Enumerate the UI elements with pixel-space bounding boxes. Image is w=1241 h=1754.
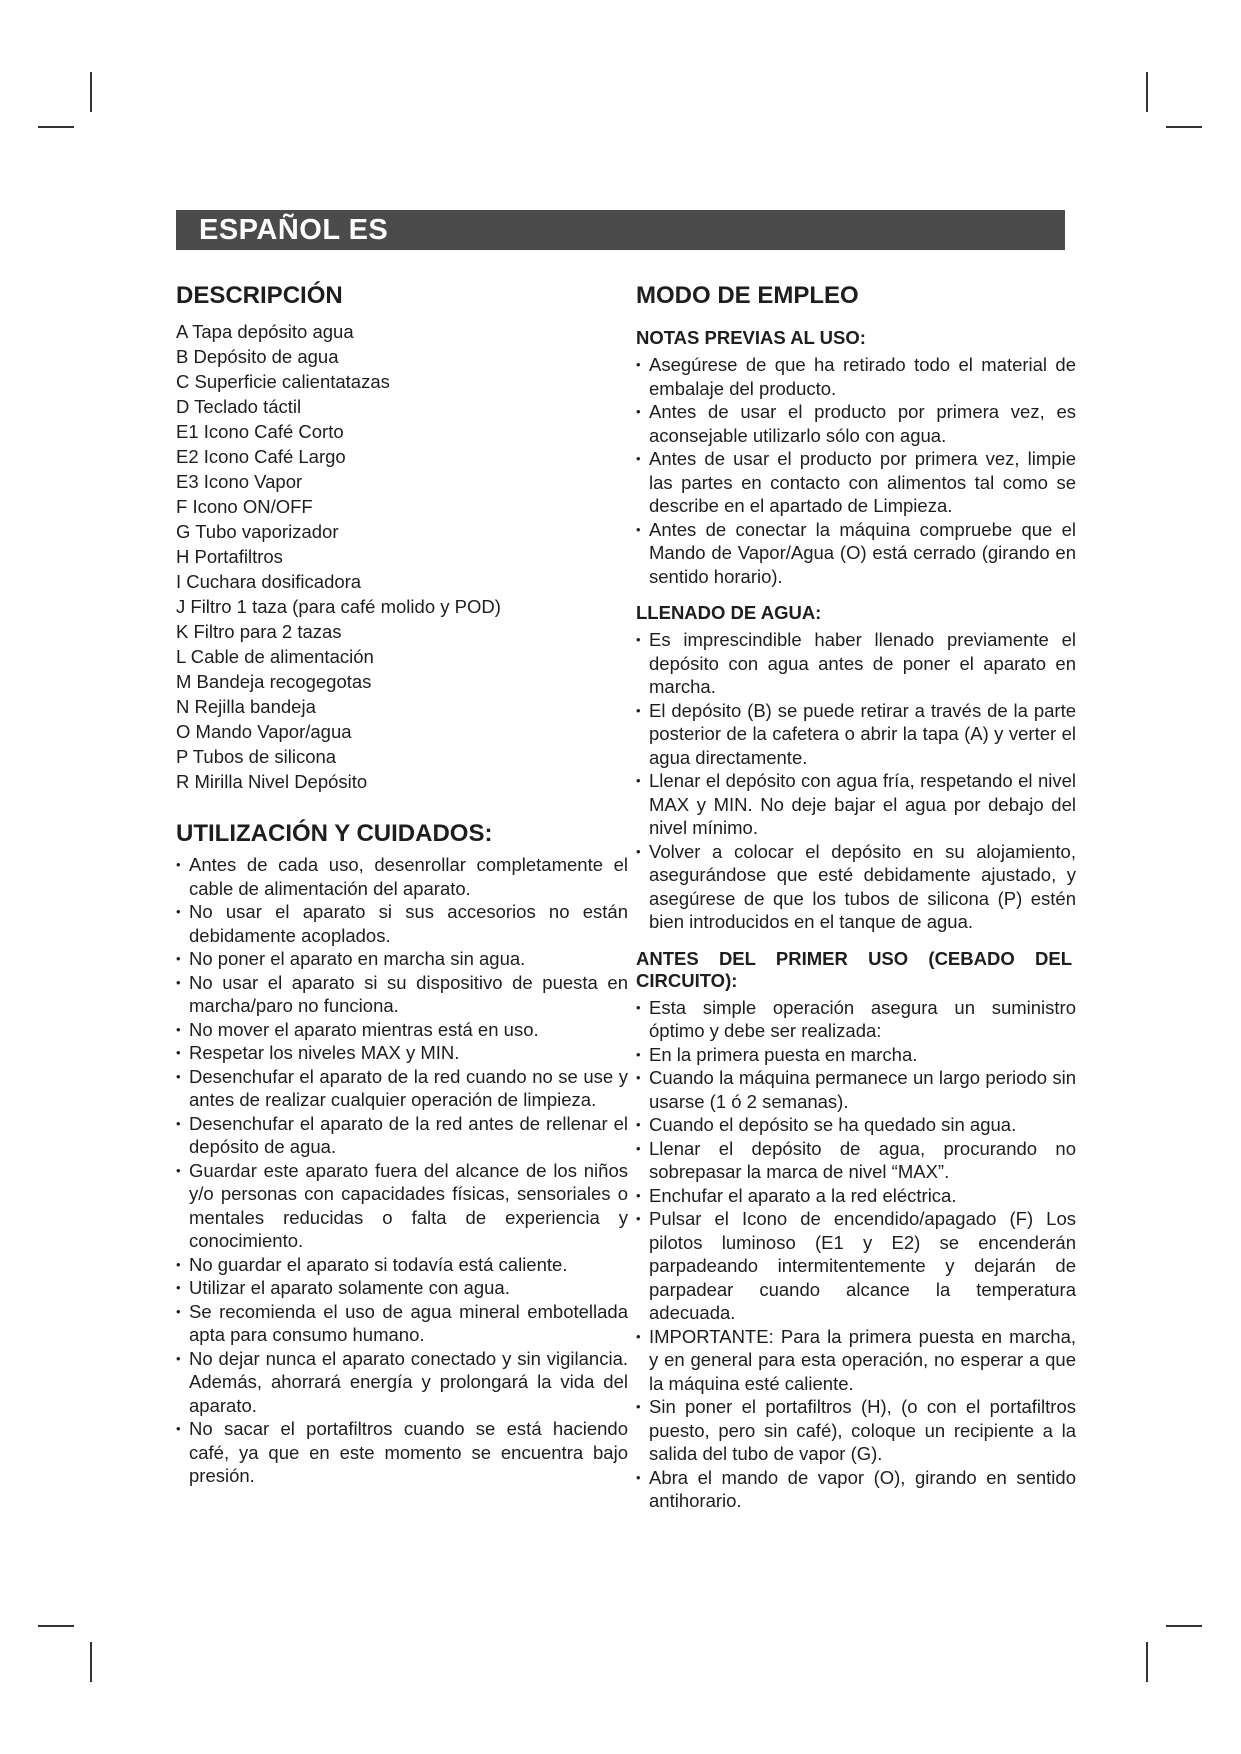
first-use-item: • IMPORTANTE: Para la primera puesta en marcha, y en general para esta operación, no esperar a que la máquina esté caliente. bbox=[636, 1325, 1076, 1396]
first-use-item: • En la primera puesta en marcha. bbox=[636, 1043, 1076, 1067]
usage-care-item: • No mover el aparato mientras está en uso. bbox=[176, 1018, 628, 1042]
note-item: • Asegúrese de que ha retirado todo el material de embalaje del producto. bbox=[636, 353, 1076, 400]
first-use-item: • Enchufar el aparato a la red eléctrica. bbox=[636, 1184, 1076, 1208]
water-fill-item: • Volver a colocar el depósito en su alojamiento, asegurándose que esté debidamente ajustado, y asegúrese de que los tubos de silicona (P) estén bien introducidos en el tanque de agua. bbox=[636, 840, 1076, 934]
section-title-descripcion: DESCRIPCIÓN bbox=[176, 282, 343, 309]
first-use-item: • Cuando la máquina permanece un largo periodo sin usarse (1 ó 2 semanas). bbox=[636, 1066, 1076, 1113]
section-title-utilizacion: UTILIZACIÓN Y CUIDADOS: bbox=[176, 820, 493, 847]
usage-care-item: • Se recomienda el uso de agua mineral embotellada apta para consumo humano. bbox=[176, 1300, 628, 1347]
section-title-modo-empleo: MODO DE EMPLEO bbox=[636, 282, 859, 309]
usage-care-item: • Desenchufar el aparato de la red cuando no se use y antes de realizar cualquier operación de limpieza. bbox=[176, 1065, 628, 1112]
usage-care-item: • No guardar el aparato si todavía está caliente. bbox=[176, 1253, 628, 1277]
description-item: M Bandeja recogegotas bbox=[176, 671, 372, 692]
crop-mark bbox=[90, 72, 92, 112]
description-item: C Superficie calientatazas bbox=[176, 371, 390, 392]
language-header: ESPAÑOL ES bbox=[176, 210, 1065, 250]
subsection-title-llenado: LLENADO DE AGUA: bbox=[636, 602, 822, 623]
description-item: N Rejilla bandeja bbox=[176, 696, 316, 717]
description-item: P Tubos de silicona bbox=[176, 746, 337, 767]
first-use-list bbox=[636, 996, 1076, 1513]
crop-mark bbox=[1166, 126, 1202, 128]
crop-mark bbox=[1166, 1625, 1202, 1627]
description-item: L Cable de alimentación bbox=[176, 646, 374, 667]
crop-mark bbox=[1146, 1642, 1148, 1682]
water-fill-item: • El depósito (B) se puede retirar a través de la parte posterior de la cafetera o abrir la tapa (A) y verter el agua directamente. bbox=[636, 699, 1076, 770]
usage-care-item: • No usar el aparato si su dispositivo de puesta en marcha/paro no funciona. bbox=[176, 971, 628, 1018]
description-list bbox=[176, 319, 628, 794]
notes-list bbox=[636, 353, 1076, 588]
description-item: R Mirilla Nivel Depósito bbox=[176, 771, 368, 792]
first-use-item: • Abra el mando de vapor (O), girando en sentido antihorario. bbox=[636, 1466, 1076, 1513]
description-item: K Filtro para 2 tazas bbox=[176, 621, 342, 642]
note-item: • Antes de usar el producto por primera vez, es aconsejable utilizarlo sólo con agua. bbox=[636, 400, 1076, 447]
usage-care-item: • No dejar nunca el aparato conectado y sin vigilancia. Además, ahorrará energía y prolongará la vida del aparato. bbox=[176, 1347, 628, 1418]
right-column bbox=[636, 281, 1076, 1513]
description-item: A Tapa depósito agua bbox=[176, 321, 354, 342]
first-use-item: • Cuando el depósito se ha quedado sin agua. bbox=[636, 1113, 1076, 1137]
first-use-item: • Esta simple operación asegura un suministro óptimo y debe ser realizada: bbox=[636, 996, 1076, 1043]
water-fill-list bbox=[636, 628, 1076, 934]
description-item: B Depósito de agua bbox=[176, 346, 339, 367]
first-use-item: • Pulsar el Icono de encendido/apagado (F) Los pilotos luminoso (E1 y E2) se encenderán parpadeando intermitentemente y dejarán de parpadear cuando alcance la temperatura adecuada. bbox=[636, 1207, 1076, 1325]
description-item: E3 Icono Vapor bbox=[176, 471, 303, 492]
crop-mark bbox=[38, 126, 74, 128]
usage-care-list bbox=[176, 853, 628, 1488]
description-item: O Mando Vapor/agua bbox=[176, 721, 352, 742]
water-fill-item: • Llenar el depósito con agua fría, respetando el nivel MAX y MIN. No deje bajar el agua por debajo del nivel mínimo. bbox=[636, 769, 1076, 840]
usage-care-item: • No usar el aparato si sus accesorios no están debidamente acoplados. bbox=[176, 900, 628, 947]
water-fill-item: • Es imprescindible haber llenado previamente el depósito con agua antes de poner el aparato en marcha. bbox=[636, 628, 1076, 699]
note-item: • Antes de usar el producto por primera vez, limpie las partes en contacto con alimentos tal como se describe en el apartado de Limpieza. bbox=[636, 447, 1076, 518]
description-item: F Icono ON/OFF bbox=[176, 496, 313, 517]
left-column bbox=[176, 281, 628, 1488]
subsection-title-notas: NOTAS PREVIAS AL USO: bbox=[636, 327, 866, 348]
first-use-item: • Sin poner el portafiltros (H), (o con el portafiltros puesto, pero sin café), coloque un recipiente a la salida del tubo de vapor (G). bbox=[636, 1395, 1076, 1466]
crop-mark bbox=[90, 1642, 92, 1682]
description-item: I Cuchara dosificadora bbox=[176, 571, 362, 592]
description-item: J Filtro 1 taza (para café molido y POD) bbox=[176, 596, 501, 617]
usage-care-item: • No sacar el portafiltros cuando se está haciendo café, ya que en este momento se encuentra bajo presión. bbox=[176, 1417, 628, 1488]
description-item: D Teclado táctil bbox=[176, 396, 302, 417]
usage-care-item: • Utilizar el aparato solamente con agua. bbox=[176, 1276, 628, 1300]
description-item: E1 Icono Café Corto bbox=[176, 421, 344, 442]
description-item: E2 Icono Café Largo bbox=[176, 446, 346, 467]
description-item: G Tubo vaporizador bbox=[176, 521, 339, 542]
usage-care-item: • Respetar los niveles MAX y MIN. bbox=[176, 1041, 628, 1065]
usage-care-item: • Guardar este aparato fuera del alcance de los niños y/o personas con capacidades físicas, sensoriales o mentales reducidas o falta de experiencia y conocimiento. bbox=[176, 1159, 628, 1253]
usage-care-item: • Desenchufar el aparato de la red antes de rellenar el depósito de agua. bbox=[176, 1112, 628, 1159]
subsection-title-antes: ANTES DEL PRIMER USO (CEBADO DEL CIRCUITO): bbox=[636, 947, 1072, 991]
crop-mark bbox=[38, 1625, 74, 1627]
crop-mark bbox=[1146, 72, 1148, 112]
usage-care-item: • Antes de cada uso, desenrollar completamente el cable de alimentación del aparato. bbox=[176, 853, 628, 900]
first-use-item: • Llenar el depósito de agua, procurando no sobrepasar la marca de nivel “MAX”. bbox=[636, 1137, 1076, 1184]
usage-care-item: • No poner el aparato en marcha sin agua. bbox=[176, 947, 628, 971]
note-item: • Antes de conectar la máquina compruebe que el Mando de Vapor/Agua (O) está cerrado (girando en sentido horario). bbox=[636, 518, 1076, 589]
description-item: H Portafiltros bbox=[176, 546, 283, 567]
